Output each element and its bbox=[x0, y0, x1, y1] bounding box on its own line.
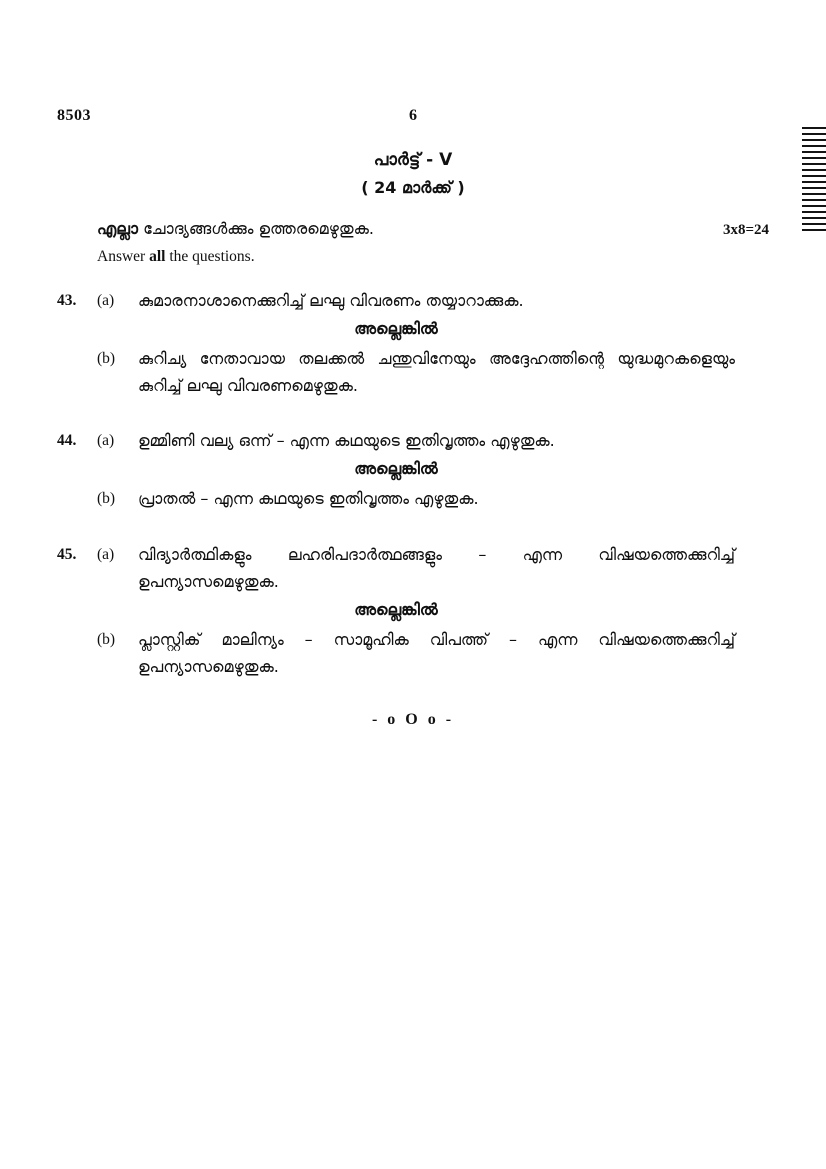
instruction-malayalam bbox=[97, 219, 374, 239]
part-marks: ( 24 മാർക്ക് ) bbox=[361, 178, 465, 197]
question-43-option-a bbox=[57, 287, 735, 314]
or-separator: അല്ലെങ്കിൽ bbox=[354, 319, 438, 338]
or-separator: അല്ലെങ്കിൽ bbox=[354, 600, 438, 619]
binding-barcode-icon bbox=[802, 127, 826, 233]
question-text: കുമാരനാശാനെക്കുറിച്ച് ലഘു വിവരണം തയ്യാറാക്കുക. bbox=[138, 291, 524, 310]
question-number-empty bbox=[57, 485, 97, 512]
option-letter: (a) bbox=[97, 292, 115, 309]
instruction-english-pre: Answer bbox=[97, 248, 150, 265]
question-44-option-a bbox=[57, 427, 735, 454]
page-number: 6 bbox=[409, 107, 417, 124]
end-of-paper-marker: - o O o - bbox=[371, 711, 455, 728]
marks-total: 3x8=24 bbox=[722, 222, 769, 238]
instruction-english bbox=[97, 248, 769, 266]
question-text: ഉമ്മിണി വല്യ ഒന്ന് – എന്ന കഥയുടെ ഇതിവൃത്തം എഴുതുക. bbox=[138, 431, 555, 450]
question-text: പ്രാതൽ – എന്ന കഥയുടെ ഇതിവൃത്തം എഴുതുക. bbox=[138, 489, 479, 508]
instruction-malayalam-bold: എല്ലാ bbox=[97, 219, 139, 238]
question-text: കുറിച്യ നേതാവായ തലക്കൽ ചന്തുവിനേയും അദ്ദേഹത്തിന്റെ യുദ്ധമുറകളെയും കുറിച്ച് ലഘു വിവരണമെഴുതുക. bbox=[138, 349, 735, 395]
instruction-english-post: the questions. bbox=[165, 248, 255, 265]
option-letter: (a) bbox=[97, 432, 115, 449]
option-letter: (b) bbox=[97, 490, 116, 507]
question-number: 45. bbox=[57, 546, 77, 563]
question-text: പ്ലാസ്റ്റിക് മാലിന്യം – സാമൂഹിക വിപത്ത് – എന്ന വിഷയത്തെക്കുറിച്ച് ഉപന്യാസമെഴുതുക. bbox=[138, 630, 735, 676]
question-number-empty bbox=[57, 345, 97, 399]
part-title: പാർട്ട് - V bbox=[373, 150, 453, 170]
question-number: 43. bbox=[57, 292, 77, 309]
question-43-option-b bbox=[57, 345, 735, 399]
instruction-row bbox=[97, 219, 769, 239]
option-letter: (a) bbox=[97, 546, 115, 563]
option-letter: (b) bbox=[97, 631, 116, 648]
question-45-option-b bbox=[57, 626, 735, 680]
question-number: 44. bbox=[57, 432, 77, 449]
page-header bbox=[0, 107, 826, 127]
instruction-english-bold: all bbox=[149, 248, 166, 265]
document-code: 8503 bbox=[57, 107, 91, 124]
question-number-empty bbox=[57, 626, 97, 680]
question-45-option-a bbox=[57, 541, 735, 595]
instruction-malayalam-rest: ചോദ്യങ്ങൾക്കും ഉത്തരമെഴുതുക. bbox=[138, 219, 374, 238]
question-44-option-b bbox=[57, 485, 735, 512]
or-separator: അല്ലെങ്കിൽ bbox=[354, 459, 438, 478]
question-text: വിദ്യാർത്ഥികളും ലഹരിപദാർത്ഥങ്ങളും – എന്ന വിഷയത്തെക്കുറിച്ച് ഉപന്യാസമെഴുതുക. bbox=[138, 545, 735, 591]
option-letter: (b) bbox=[97, 350, 116, 367]
